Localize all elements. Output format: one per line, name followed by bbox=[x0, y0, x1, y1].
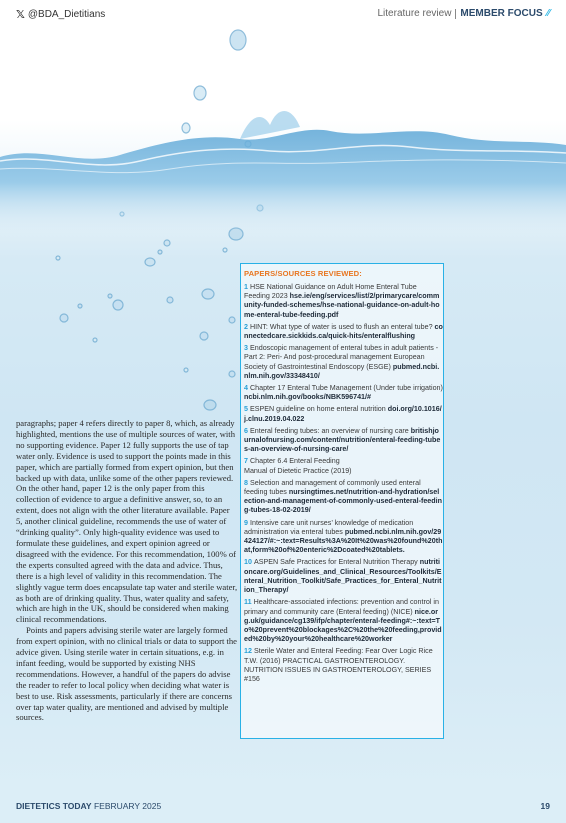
source-number: 8 bbox=[244, 478, 248, 487]
page-header bbox=[0, 0, 566, 30]
source-title: Sterile Water and Enteral Feeding: Fear Over Logic Rice T.W. (2016) PRACTICAL GASTROENTEROLOGY. NUTRITION ISSUES IN GASTROENTEROLOGY, SERIES #156 bbox=[244, 647, 433, 683]
body-paragraph: Points and papers advising sterile water are largely formed from expert opinion, with no clinical trials or data to support the advice given. Using sterile water in certain situations, e.g. in infant feeding, would be supported by existing NHS recommendations. However, a handful of the papers do advise the reader to refer to local policy when deciding what water is best to use. Risk assessments, particularly if there are concerns over tap water quality, are mentioned and advised by multiple sources. bbox=[16, 625, 237, 723]
source-link[interactable]: nutritioncare.org/Guidelines_and_Clinical_Resources/Toolkits/Enteral_Nutrition_Toolkit/Safe_Practices_for_Enteral_Nutrition_Therapy/ bbox=[244, 558, 442, 595]
source-number: 3 bbox=[244, 344, 248, 353]
source-item bbox=[244, 323, 443, 341]
source-title: Enteral feeding tubes: an overview of nursing care bbox=[249, 426, 411, 435]
source-item bbox=[244, 558, 443, 595]
page-number: 19 bbox=[540, 801, 550, 811]
source-number: 11 bbox=[244, 598, 252, 607]
source-title: Chapter 6.4 Enteral Feeding Manual of Dietetic Practice (2019) bbox=[244, 457, 352, 475]
source-number: 2 bbox=[244, 322, 248, 331]
source-link[interactable]: connectedcare.sickkids.ca/quick-hits/enteralflushing bbox=[244, 322, 443, 341]
source-item bbox=[244, 384, 443, 402]
source-title: Intensive care unit nurses’ knowledge of medication administration via enteral tubes bbox=[244, 518, 414, 536]
section-name: Literature review bbox=[377, 8, 452, 19]
social-handle[interactable] bbox=[16, 8, 105, 21]
source-link[interactable]: ncbi.nlm.nih.gov/books/NBK596741/# bbox=[244, 393, 371, 402]
source-title: Selection and management of commonly used enteral feeding tubes bbox=[244, 478, 421, 497]
section-focus: MEMBER FOCUS bbox=[460, 8, 543, 19]
source-item bbox=[244, 344, 443, 381]
source-link[interactable]: pubmed.ncbi.nlm.nih.gov/33348410/ bbox=[244, 362, 440, 380]
source-title: ASPEN Safe Practices for Enteral Nutrition Therapy bbox=[253, 558, 420, 567]
handle-text: @BDA_Dietitians bbox=[27, 9, 106, 20]
section-label bbox=[378, 8, 551, 19]
slash-mark-icon: ⁄⁄ bbox=[546, 8, 550, 19]
source-item bbox=[244, 427, 443, 455]
source-title: HSE National Guidance on Adult Home Enteral Tube Feeding 2023 bbox=[244, 283, 417, 301]
body-text-column bbox=[16, 418, 238, 723]
source-link[interactable]: doi.org/10.1016/j.clnu.2019.04.022 bbox=[244, 405, 442, 423]
water-surface-illustration bbox=[0, 95, 566, 235]
body-paragraph: paragraphs; paper 4 refers directly to paper 8, which, as already highlighted, mentions the use of multiple sources of water, with no supporting evidence. Paper 12 fully supports the use of tap water only. Evidence is used to support the points made in this paper, which are partially formed from expert opinion, but then backed up with data, unlike some of the other papers reviewed. On the other hand, paper 12 is the only paper from this collection of evidence to argue a definitive answer, so, to an extent, does not align with the other literature available. Paper 5, another clinical guideline, recommends the use of water of “drinking quality”. Only high-quality evidence was used to formulate these guidelines, and expert opinion agreed or disagreed with the evidence. For this recommendation, 100% of the experts consulted agreed with the data and advice. Thus, there is a high level of validity in this recommendation. The slightly vague term does encapsulate tap water and sterile water, as both are of drinking quality. Thus, water quality and safety, which are high in the UK, should be considered when making clinical recommendations. bbox=[16, 418, 238, 625]
source-number: 1 bbox=[244, 283, 248, 291]
source-number: 5 bbox=[244, 405, 248, 414]
source-number: 12 bbox=[244, 647, 252, 656]
source-link[interactable]: nursingtimes.net/nutrition-and-hydration/selection-and-management-of-commonly-used-enteral-feeding-tubes-18-02-2019/ bbox=[244, 488, 442, 515]
issue-date: FEBRUARY 2025 bbox=[93, 801, 162, 811]
source-title: ESPEN guideline on home enteral nutrition bbox=[249, 405, 388, 414]
source-item bbox=[244, 598, 443, 644]
source-title: Healthcare-associated infections: prevention and control in primary and community care (Enteral feeding) (NICE) bbox=[244, 598, 439, 616]
sources-box bbox=[240, 263, 444, 739]
source-item bbox=[244, 647, 443, 684]
x-logo-icon: 𝕏 bbox=[16, 8, 25, 21]
source-item bbox=[244, 479, 443, 516]
source-link[interactable]: pubmed.ncbi.nlm.nih.gov/29424127/#:~:text=Results%3A%20It%20was%20found%20that,form%20of%20enteric%2Dcoated%20tablets. bbox=[244, 527, 443, 555]
divider bbox=[455, 9, 456, 19]
source-item bbox=[244, 405, 443, 423]
source-number: 9 bbox=[244, 518, 248, 527]
source-link[interactable]: britishjournalofnursing.com/content/nutrition/enteral-feeding-tubes-an-overview-of-nursing-care/ bbox=[244, 426, 441, 454]
source-item bbox=[244, 457, 443, 475]
source-number: 10 bbox=[244, 558, 252, 567]
source-link[interactable]: hse.ie/eng/services/list/2/primarycare/community-funded-schemes/hse-national-guidance-on-adult-home-enteral-tube-feeding.pdf bbox=[244, 292, 440, 319]
source-item bbox=[244, 519, 443, 556]
source-title: HINT: What type of water is used to flush an enteral tube? bbox=[249, 322, 435, 331]
source-link[interactable]: nice.org.uk/guidance/cg139/ifp/chapter/enteral-feeding#:~:text=To%20prevent%20blockages%2C%20the%20feeding,provided%20by%20your%20healthcare%20worker bbox=[244, 607, 442, 644]
page-footer bbox=[16, 801, 161, 811]
source-title: Endoscopic management of enteral tubes in adult patients - Part 2: Peri- And post-procedural management European Society of Gastrointestinal Endoscopy (ESGE) bbox=[244, 344, 439, 371]
sources-list bbox=[244, 283, 443, 684]
source-number: 6 bbox=[244, 426, 248, 435]
source-item bbox=[244, 283, 443, 320]
magazine-title: DIETETICS TODAY bbox=[16, 801, 92, 811]
source-number: 7 bbox=[244, 457, 248, 466]
source-number: 4 bbox=[244, 384, 248, 393]
sources-heading: PAPERS/SOURCES REVIEWED: bbox=[244, 269, 362, 278]
source-title: Chapter 17 Enteral Tube Management (Under tube irrigation) bbox=[249, 384, 443, 393]
